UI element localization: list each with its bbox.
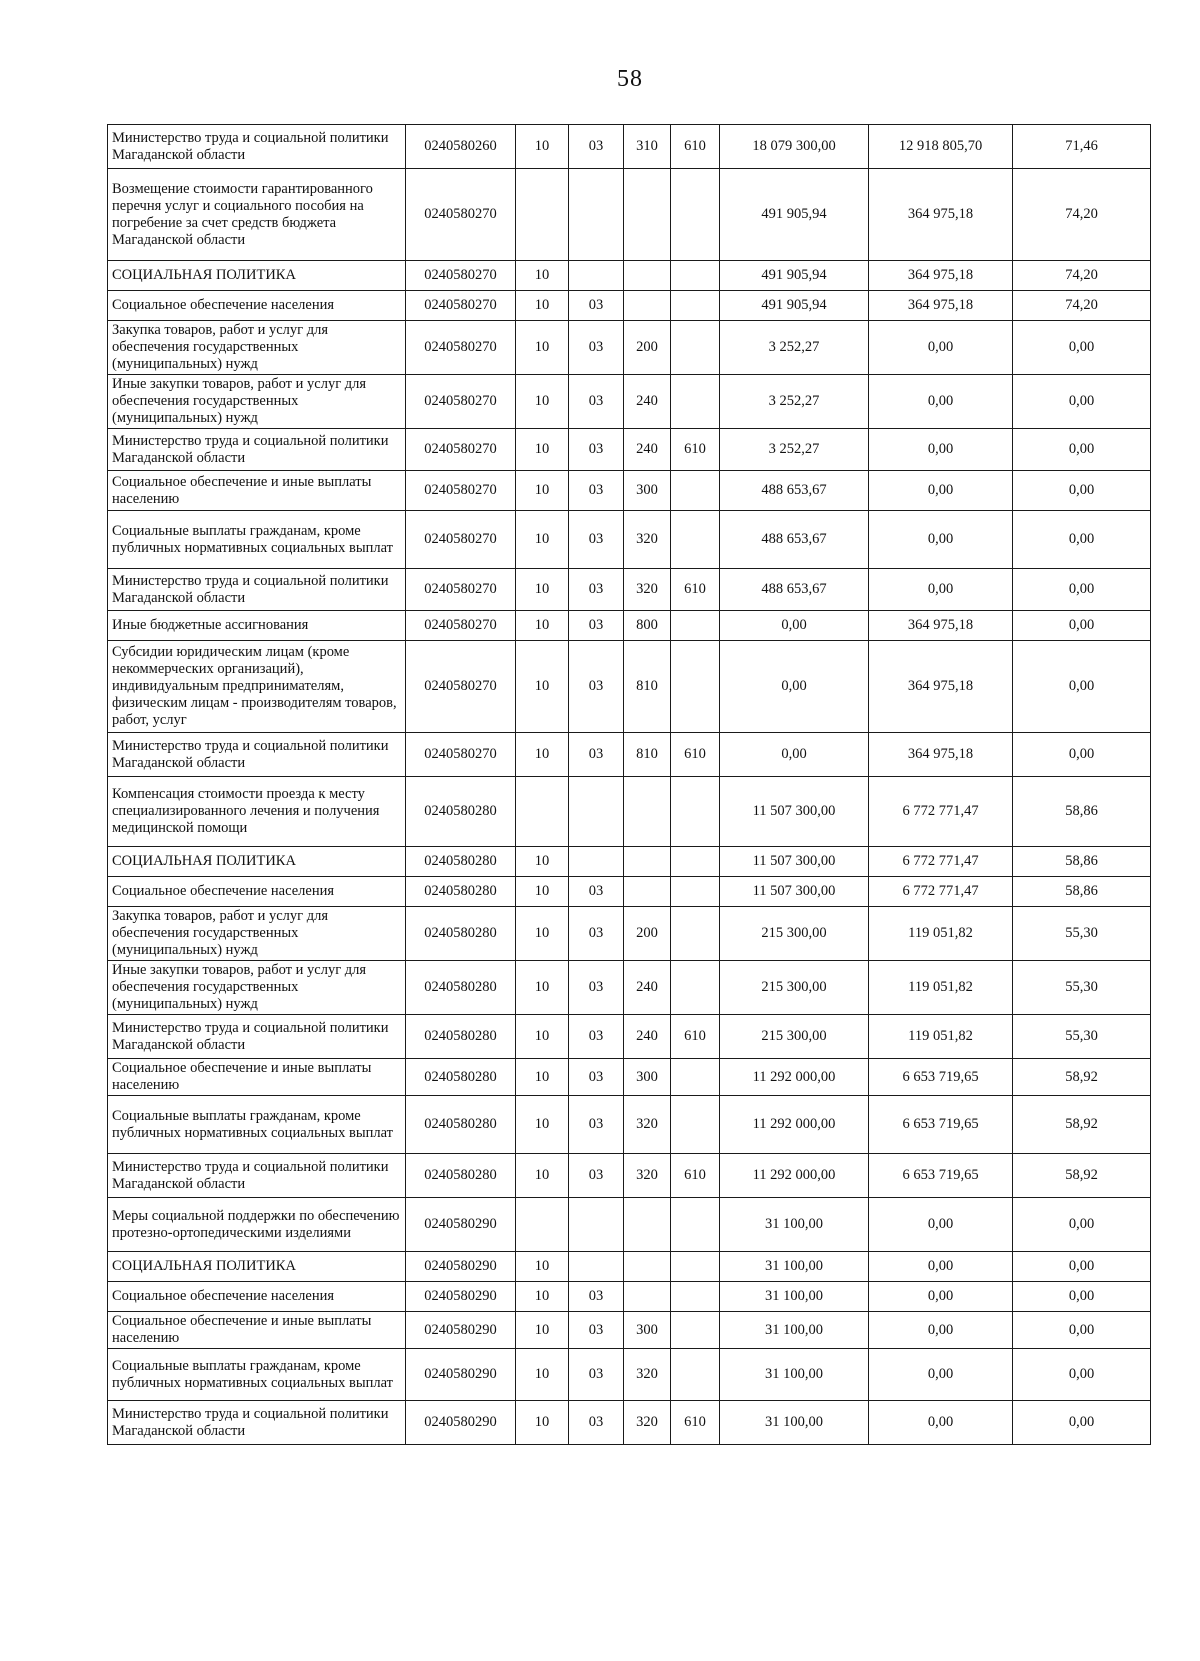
row-name: Министерство труда и социальной политики Магаданской области [108,1154,406,1198]
row-code: 0240580290 [406,1252,516,1282]
row-name: Социальное обеспечение и иные выплаты населению [108,1059,406,1096]
row-name: Министерство труда и социальной политики Магаданской области [108,733,406,777]
row-expense-type [624,169,671,261]
row-name: Иные закупки товаров, работ и услуг для обеспечения государственных (муниципальных) нужд [108,375,406,429]
row-grbs [671,511,720,569]
row-plan-amount: 3 252,27 [720,321,869,375]
row-percent: 58,92 [1013,1154,1151,1198]
row-code: 0240580270 [406,511,516,569]
row-code: 0240580270 [406,471,516,511]
row-subsection: 03 [569,641,624,733]
row-code: 0240580280 [406,777,516,847]
row-name: Министерство труда и социальной политики Магаданской области [108,125,406,169]
row-expense-type: 320 [624,1154,671,1198]
row-expense-type: 320 [624,1401,671,1445]
table-row [108,169,1151,261]
row-grbs: 610 [671,569,720,611]
row-name: Министерство труда и социальной политики Магаданской области [108,1401,406,1445]
row-code: 0240580270 [406,641,516,733]
table-row [108,429,1151,471]
row-plan-amount: 488 653,67 [720,511,869,569]
row-plan-amount: 491 905,94 [720,291,869,321]
row-name: СОЦИАЛЬНАЯ ПОЛИТИКА [108,847,406,877]
row-plan-amount: 3 252,27 [720,375,869,429]
row-section: 10 [516,907,569,961]
row-expense-type: 300 [624,1059,671,1096]
row-percent: 0,00 [1013,733,1151,777]
row-fact-amount: 0,00 [869,1282,1013,1312]
row-expense-type [624,1198,671,1252]
row-fact-amount: 6 653 719,65 [869,1096,1013,1154]
row-plan-amount: 31 100,00 [720,1401,869,1445]
row-section: 10 [516,733,569,777]
row-code: 0240580260 [406,125,516,169]
row-fact-amount: 0,00 [869,429,1013,471]
row-expense-type: 320 [624,1349,671,1401]
row-subsection: 03 [569,1059,624,1096]
table-row [108,375,1151,429]
row-section: 10 [516,1096,569,1154]
row-subsection: 03 [569,1015,624,1059]
row-subsection [569,847,624,877]
row-section: 10 [516,877,569,907]
row-subsection: 03 [569,1096,624,1154]
row-expense-type: 320 [624,511,671,569]
row-fact-amount: 0,00 [869,1312,1013,1349]
budget-table [107,124,1151,1445]
row-percent: 0,00 [1013,375,1151,429]
row-code: 0240580280 [406,961,516,1015]
row-percent: 0,00 [1013,1252,1151,1282]
row-name: Иные бюджетные ассигнования [108,611,406,641]
row-section [516,1198,569,1252]
row-grbs [671,169,720,261]
row-percent: 0,00 [1013,569,1151,611]
row-name: Иные закупки товаров, работ и услуг для обеспечения государственных (муниципальных) нужд [108,961,406,1015]
row-plan-amount: 11 507 300,00 [720,847,869,877]
row-subsection: 03 [569,611,624,641]
table-row [108,641,1151,733]
table-row [108,1349,1151,1401]
row-expense-type [624,877,671,907]
row-percent: 58,86 [1013,777,1151,847]
table-row [108,961,1151,1015]
row-subsection: 03 [569,961,624,1015]
row-code: 0240580290 [406,1282,516,1312]
row-percent: 0,00 [1013,429,1151,471]
table-row [108,1198,1151,1252]
row-code: 0240580270 [406,169,516,261]
row-percent: 0,00 [1013,1198,1151,1252]
row-code: 0240580290 [406,1198,516,1252]
row-section: 10 [516,1312,569,1349]
row-name: Социальное обеспечение населения [108,291,406,321]
row-plan-amount: 0,00 [720,641,869,733]
row-plan-amount: 11 507 300,00 [720,777,869,847]
row-fact-amount: 0,00 [869,321,1013,375]
row-expense-type [624,777,671,847]
row-section: 10 [516,1282,569,1312]
row-subsection: 03 [569,1154,624,1198]
row-section: 10 [516,321,569,375]
row-percent: 58,86 [1013,847,1151,877]
row-plan-amount: 215 300,00 [720,1015,869,1059]
row-expense-type [624,261,671,291]
row-fact-amount: 0,00 [869,471,1013,511]
row-name: Социальные выплаты гражданам, кроме публичных нормативных социальных выплат [108,1349,406,1401]
row-plan-amount: 491 905,94 [720,261,869,291]
row-subsection [569,169,624,261]
table-row [108,291,1151,321]
row-percent: 55,30 [1013,961,1151,1015]
row-plan-amount: 31 100,00 [720,1252,869,1282]
row-plan-amount: 0,00 [720,733,869,777]
row-grbs [671,261,720,291]
table-row [108,1154,1151,1198]
table-row [108,1059,1151,1096]
row-expense-type: 810 [624,641,671,733]
row-grbs [671,1059,720,1096]
row-name: Министерство труда и социальной политики Магаданской области [108,1015,406,1059]
row-code: 0240580280 [406,1154,516,1198]
row-plan-amount: 31 100,00 [720,1282,869,1312]
row-name: Субсидии юридическим лицам (кроме некоммерческих организаций), индивидуальным предпринимателям, физическим лицам - производителям товаров, работ, услуг [108,641,406,733]
table-row [108,777,1151,847]
row-code: 0240580280 [406,847,516,877]
row-code: 0240580270 [406,611,516,641]
row-code: 0240580290 [406,1312,516,1349]
row-percent: 58,86 [1013,877,1151,907]
row-fact-amount: 12 918 805,70 [869,125,1013,169]
row-code: 0240580270 [406,291,516,321]
row-fact-amount: 119 051,82 [869,961,1013,1015]
row-grbs: 610 [671,733,720,777]
row-section: 10 [516,1154,569,1198]
row-percent: 58,92 [1013,1096,1151,1154]
row-subsection: 03 [569,471,624,511]
row-code: 0240580280 [406,907,516,961]
table-row [108,1252,1151,1282]
table-row [108,877,1151,907]
table-row [108,471,1151,511]
row-subsection: 03 [569,1401,624,1445]
row-grbs [671,641,720,733]
row-subsection: 03 [569,375,624,429]
row-subsection: 03 [569,733,624,777]
row-expense-type: 800 [624,611,671,641]
row-subsection [569,777,624,847]
row-section: 10 [516,1349,569,1401]
row-expense-type: 810 [624,733,671,777]
row-plan-amount: 215 300,00 [720,961,869,1015]
row-subsection [569,1198,624,1252]
row-percent: 55,30 [1013,1015,1151,1059]
row-plan-amount: 491 905,94 [720,169,869,261]
row-plan-amount: 31 100,00 [720,1312,869,1349]
row-subsection [569,261,624,291]
row-plan-amount: 0,00 [720,611,869,641]
table-row [108,569,1151,611]
row-plan-amount: 18 079 300,00 [720,125,869,169]
row-code: 0240580270 [406,375,516,429]
row-name: Социальные выплаты гражданам, кроме публичных нормативных социальных выплат [108,511,406,569]
row-fact-amount: 119 051,82 [869,1015,1013,1059]
table-row [108,847,1151,877]
row-percent: 0,00 [1013,511,1151,569]
row-percent: 0,00 [1013,641,1151,733]
row-subsection: 03 [569,429,624,471]
table-body [108,125,1151,1445]
row-percent: 0,00 [1013,471,1151,511]
row-name: Закупка товаров, работ и услуг для обеспечения государственных (муниципальных) нужд [108,907,406,961]
row-fact-amount: 6 772 771,47 [869,777,1013,847]
row-fact-amount: 0,00 [869,1252,1013,1282]
row-plan-amount: 31 100,00 [720,1198,869,1252]
row-grbs [671,321,720,375]
row-section [516,169,569,261]
row-plan-amount: 215 300,00 [720,907,869,961]
row-percent: 0,00 [1013,1312,1151,1349]
row-grbs [671,375,720,429]
row-grbs [671,291,720,321]
row-fact-amount: 364 975,18 [869,261,1013,291]
table-row [108,733,1151,777]
row-subsection: 03 [569,1349,624,1401]
page-number: 58 [617,66,643,92]
row-fact-amount: 0,00 [869,569,1013,611]
row-fact-amount: 0,00 [869,1198,1013,1252]
row-fact-amount: 6 653 719,65 [869,1059,1013,1096]
row-plan-amount: 11 292 000,00 [720,1154,869,1198]
row-percent: 74,20 [1013,261,1151,291]
row-code: 0240580270 [406,569,516,611]
row-plan-amount: 11 292 000,00 [720,1059,869,1096]
row-code: 0240580290 [406,1349,516,1401]
row-grbs [671,1349,720,1401]
row-grbs: 610 [671,1154,720,1198]
row-section: 10 [516,1015,569,1059]
row-grbs: 610 [671,1401,720,1445]
row-expense-type: 240 [624,429,671,471]
row-grbs [671,471,720,511]
row-section: 10 [516,641,569,733]
row-fact-amount: 6 653 719,65 [869,1154,1013,1198]
row-expense-type [624,1252,671,1282]
row-fact-amount: 364 975,18 [869,169,1013,261]
row-fact-amount: 364 975,18 [869,611,1013,641]
row-expense-type: 240 [624,961,671,1015]
row-section [516,777,569,847]
row-name: Министерство труда и социальной политики Магаданской области [108,429,406,471]
row-grbs [671,1198,720,1252]
row-grbs: 610 [671,1015,720,1059]
row-code: 0240580280 [406,877,516,907]
row-subsection: 03 [569,511,624,569]
row-grbs [671,1096,720,1154]
row-grbs: 610 [671,125,720,169]
row-name: Социальное обеспечение и иные выплаты населению [108,471,406,511]
row-expense-type: 200 [624,321,671,375]
row-section: 10 [516,569,569,611]
row-expense-type: 320 [624,569,671,611]
row-fact-amount: 0,00 [869,1349,1013,1401]
row-name: Закупка товаров, работ и услуг для обеспечения государственных (муниципальных) нужд [108,321,406,375]
row-subsection: 03 [569,291,624,321]
row-code: 0240580270 [406,733,516,777]
table-row [108,261,1151,291]
row-fact-amount: 0,00 [869,375,1013,429]
table-row [108,907,1151,961]
row-fact-amount: 364 975,18 [869,641,1013,733]
row-fact-amount: 0,00 [869,1401,1013,1445]
row-subsection: 03 [569,321,624,375]
row-section: 10 [516,291,569,321]
row-code: 0240580270 [406,429,516,471]
row-plan-amount: 488 653,67 [720,471,869,511]
row-plan-amount: 488 653,67 [720,569,869,611]
row-code: 0240580290 [406,1401,516,1445]
row-name: СОЦИАЛЬНАЯ ПОЛИТИКА [108,261,406,291]
row-section: 10 [516,261,569,291]
row-section: 10 [516,125,569,169]
row-fact-amount: 0,00 [869,511,1013,569]
row-percent: 0,00 [1013,1401,1151,1445]
row-subsection: 03 [569,569,624,611]
row-grbs [671,877,720,907]
row-grbs [671,1312,720,1349]
row-name: Социальные выплаты гражданам, кроме публичных нормативных социальных выплат [108,1096,406,1154]
table-row [108,1312,1151,1349]
row-code: 0240580270 [406,261,516,291]
row-percent: 74,20 [1013,291,1151,321]
row-section: 10 [516,611,569,641]
row-code: 0240580280 [406,1059,516,1096]
row-grbs [671,611,720,641]
row-code: 0240580280 [406,1096,516,1154]
row-fact-amount: 364 975,18 [869,733,1013,777]
row-expense-type: 300 [624,471,671,511]
row-section: 10 [516,847,569,877]
row-subsection: 03 [569,877,624,907]
row-expense-type [624,847,671,877]
row-grbs [671,847,720,877]
row-percent: 0,00 [1013,611,1151,641]
row-expense-type [624,1282,671,1312]
row-subsection: 03 [569,907,624,961]
row-percent: 74,20 [1013,169,1151,261]
row-code: 0240580280 [406,1015,516,1059]
row-expense-type: 300 [624,1312,671,1349]
table-row [108,321,1151,375]
table-row [108,1282,1151,1312]
row-percent: 58,92 [1013,1059,1151,1096]
row-plan-amount: 11 292 000,00 [720,1096,869,1154]
row-plan-amount: 3 252,27 [720,429,869,471]
row-expense-type: 200 [624,907,671,961]
row-plan-amount: 11 507 300,00 [720,877,869,907]
row-fact-amount: 364 975,18 [869,291,1013,321]
row-section: 10 [516,511,569,569]
row-subsection [569,1252,624,1282]
row-fact-amount: 6 772 771,47 [869,847,1013,877]
row-name: Социальное обеспечение и иные выплаты населению [108,1312,406,1349]
row-section: 10 [516,429,569,471]
row-grbs [671,1282,720,1312]
row-section: 10 [516,1401,569,1445]
row-name: Возмещение стоимости гарантированного перечня услуг и социального пособия на погребение за счет средств бюджета Магаданской области [108,169,406,261]
row-percent: 0,00 [1013,321,1151,375]
table-row [108,1096,1151,1154]
row-subsection: 03 [569,125,624,169]
row-percent: 55,30 [1013,907,1151,961]
row-fact-amount: 6 772 771,47 [869,877,1013,907]
row-name: Министерство труда и социальной политики Магаданской области [108,569,406,611]
row-percent: 0,00 [1013,1282,1151,1312]
row-grbs [671,1252,720,1282]
row-grbs [671,907,720,961]
row-name: Компенсация стоимости проезда к месту специализированного лечения и получения медицинской помощи [108,777,406,847]
row-expense-type: 240 [624,1015,671,1059]
row-name: СОЦИАЛЬНАЯ ПОЛИТИКА [108,1252,406,1282]
row-expense-type: 320 [624,1096,671,1154]
row-section: 10 [516,1252,569,1282]
row-name: Социальное обеспечение населения [108,877,406,907]
row-subsection: 03 [569,1312,624,1349]
row-name: Социальное обеспечение населения [108,1282,406,1312]
table-row [108,125,1151,169]
row-percent: 0,00 [1013,1349,1151,1401]
table-row [108,511,1151,569]
row-percent: 71,46 [1013,125,1151,169]
row-code: 0240580270 [406,321,516,375]
row-fact-amount: 119 051,82 [869,907,1013,961]
row-section: 10 [516,375,569,429]
row-subsection: 03 [569,1282,624,1312]
row-grbs: 610 [671,429,720,471]
row-section: 10 [516,961,569,1015]
row-plan-amount: 31 100,00 [720,1349,869,1401]
row-section: 10 [516,471,569,511]
table-row [108,1401,1151,1445]
row-name: Меры социальной поддержки по обеспечению протезно-ортопедическими изделиями [108,1198,406,1252]
row-grbs [671,777,720,847]
row-section: 10 [516,1059,569,1096]
row-expense-type: 240 [624,375,671,429]
table-row [108,1015,1151,1059]
row-grbs [671,961,720,1015]
row-expense-type: 310 [624,125,671,169]
table-row [108,611,1151,641]
row-expense-type [624,291,671,321]
